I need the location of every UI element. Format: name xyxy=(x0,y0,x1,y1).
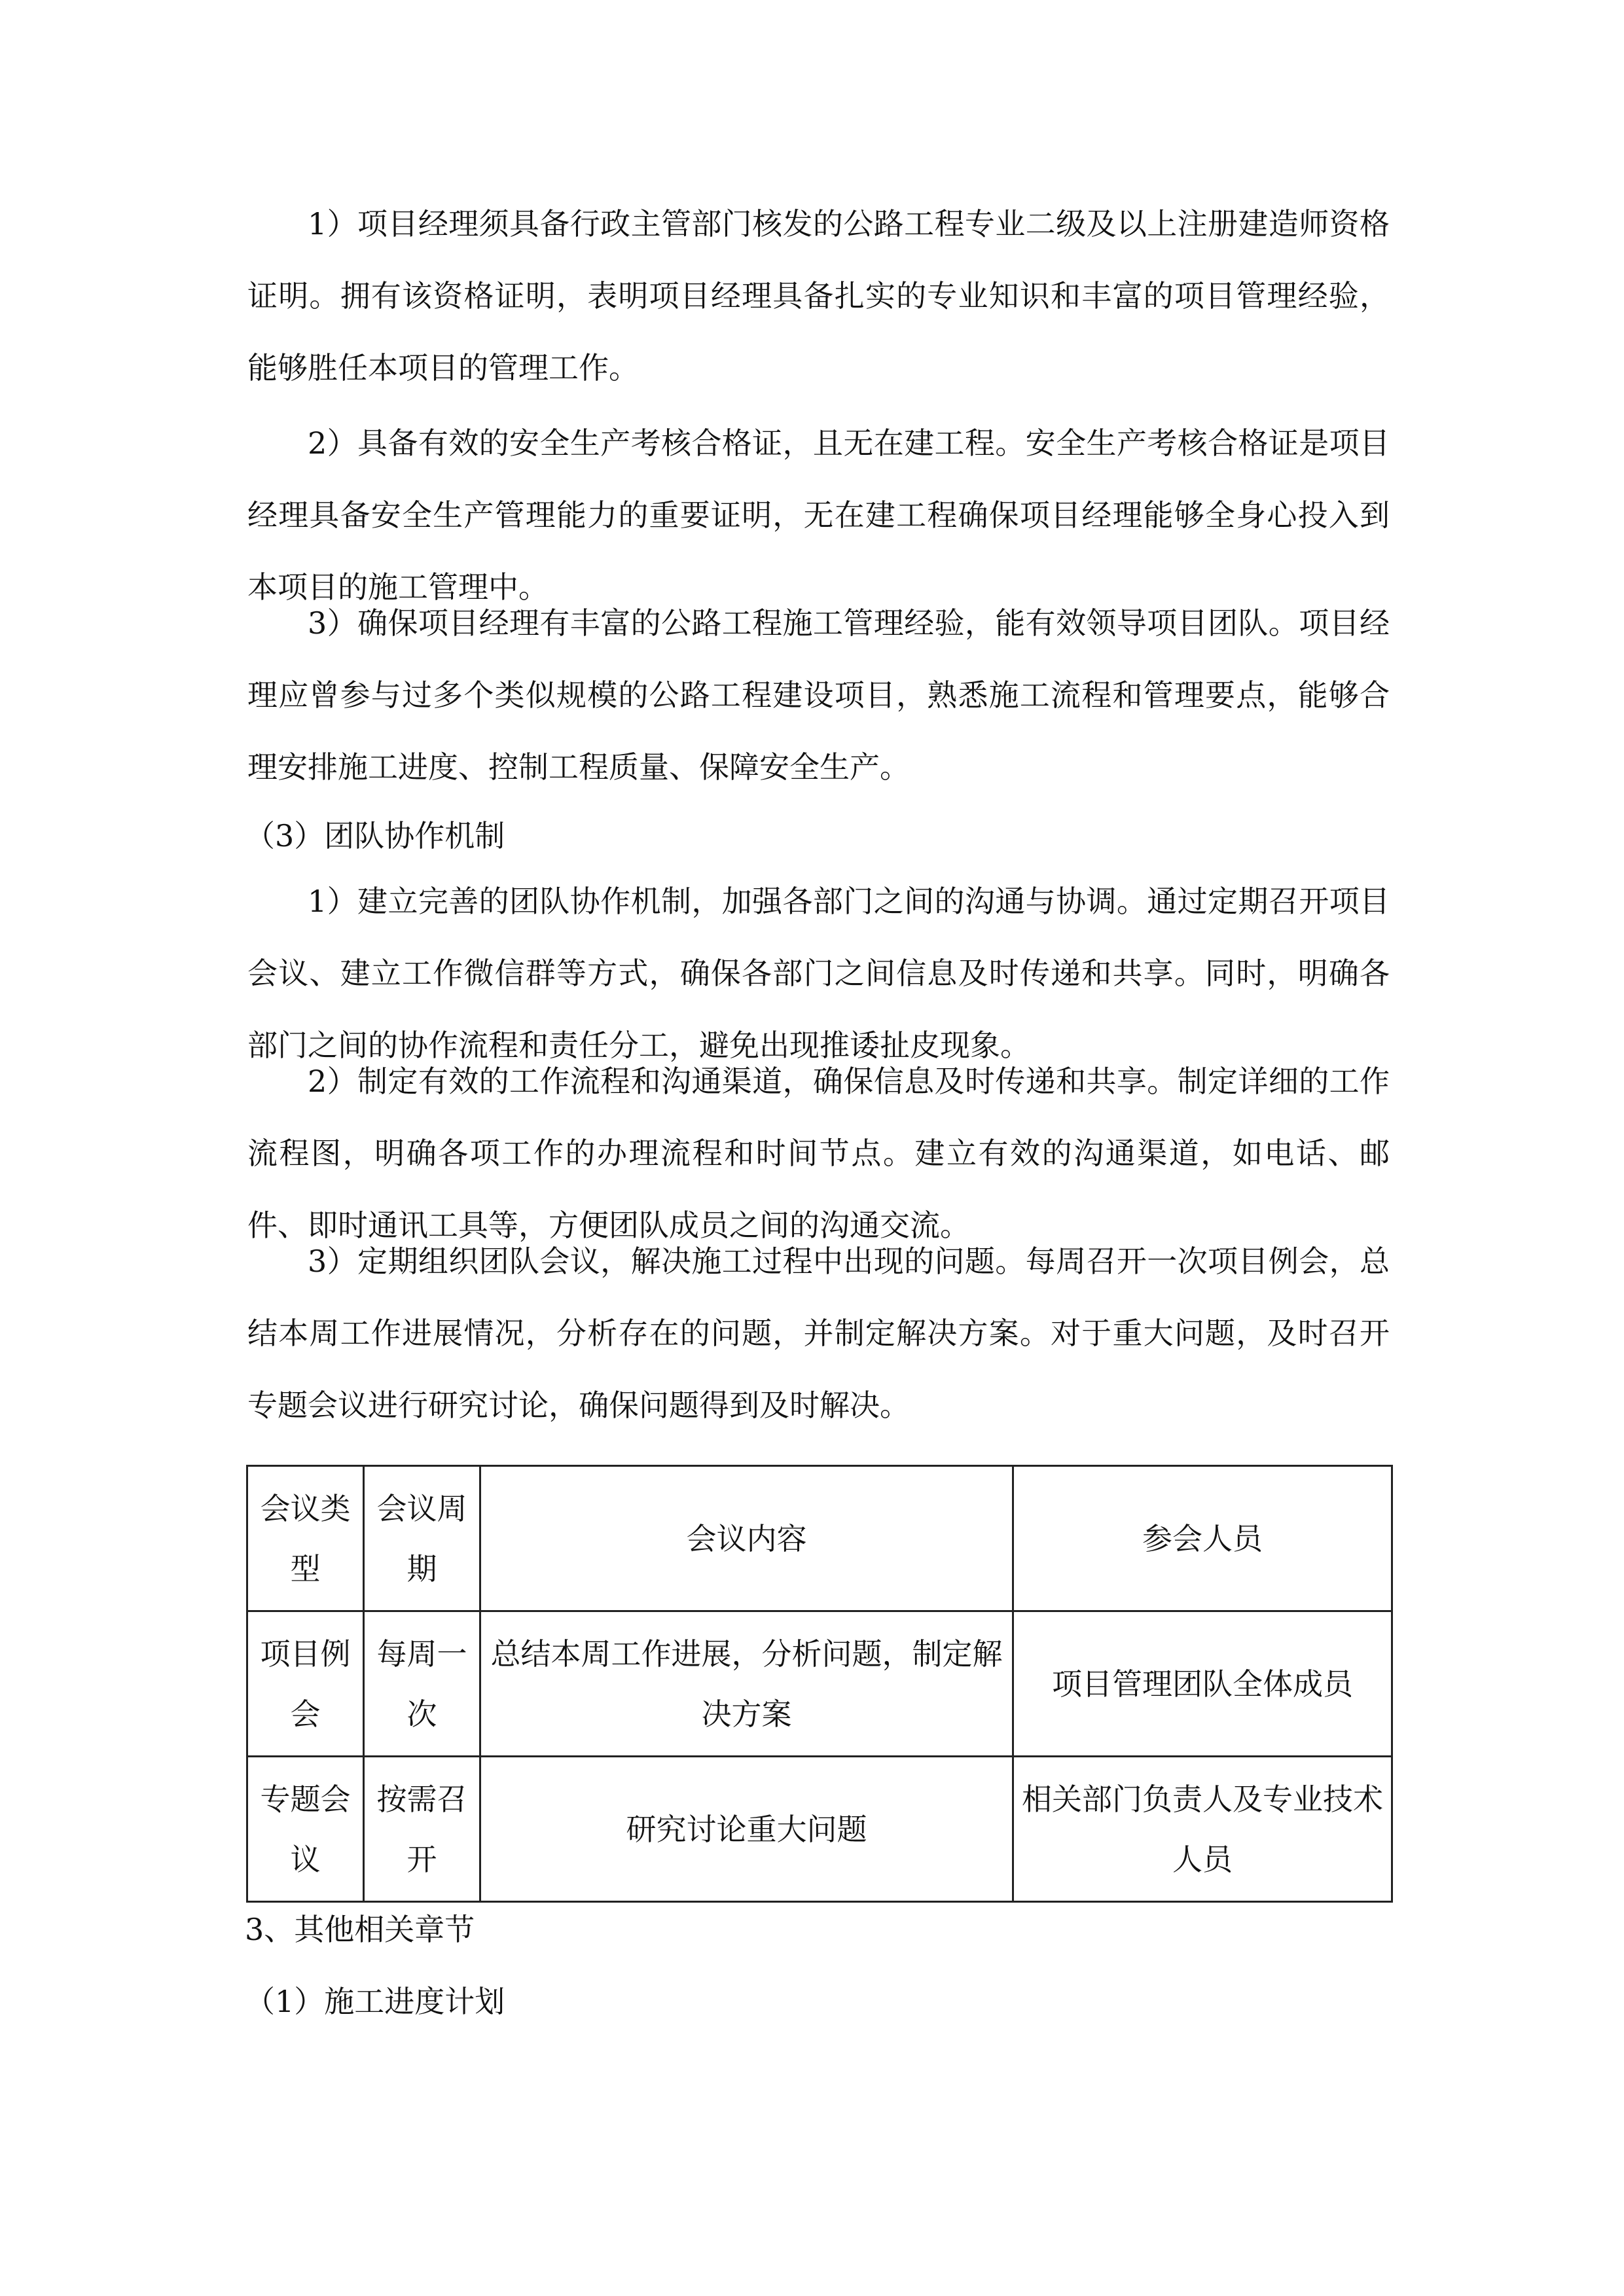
table-cell: 研究讨论重大问题 xyxy=(480,1757,1013,1902)
table-cell: 项目例会 xyxy=(247,1611,364,1757)
table-cell: 每周一次 xyxy=(364,1611,480,1757)
table-header-row xyxy=(247,1466,1392,1611)
paragraph-workflow-channels: 2）制定有效的工作流程和沟通渠道，确保信息及时传递和共享。制定详细的工作流程图，明确各项工作的办理流程和时间节点。建立有效的沟通渠道，如电话、邮件、即时通讯工具等，方便团队成员之间的沟通交流。 xyxy=(247,1064,1390,1243)
table-cell: 按需召开 xyxy=(364,1757,480,1902)
meeting-table xyxy=(246,1465,1393,1903)
heading-other-sections: 3、其他相关章节 xyxy=(245,1912,475,1947)
table-cell: 项目管理团队全体成员 xyxy=(1013,1611,1392,1757)
table-row xyxy=(247,1757,1392,1902)
header-cell-attendees: 参会人员 xyxy=(1013,1466,1392,1611)
paragraph-collaboration-mechanism: 1）建立完善的团队协作机制，加强各部门之间的沟通与协调。通过定期召开项目会议、建立工作微信群等方式，确保各部门之间信息及时传递和共享。同时，明确各部门之间的协作流程和责任分工，避免出现推诿扯皮现象。 xyxy=(247,884,1390,1063)
paragraph-pm-qualification: 1）项目经理须具备行政主管部门核发的公路工程专业二级及以上注册建造师资格证明。拥有该资格证明，表明项目经理具备扎实的专业知识和丰富的项目管理经验，能够胜任本项目的管理工作。 xyxy=(247,206,1390,386)
heading-construction-schedule: （1）施工进度计划 xyxy=(245,1984,505,2019)
paragraph-team-meetings: 3）定期组织团队会议，解决施工过程中出现的问题。每周召开一次项目例会，总结本周工作进展情况，分析存在的问题，并制定解决方案。对于重大问题，及时召开专题会议进行研究讨论，确保问题得到及时解决。 xyxy=(247,1244,1390,1423)
header-cell-meeting-content: 会议内容 xyxy=(480,1466,1013,1611)
table-cell: 总结本周工作进展，分析问题，制定解决方案 xyxy=(480,1611,1013,1757)
heading-team-collaboration: （3）团队协作机制 xyxy=(245,818,505,853)
header-cell-meeting-type: 会议类型 xyxy=(247,1466,364,1611)
paragraph-pm-experience: 3）确保项目经理有丰富的公路工程施工管理经验，能有效领导项目团队。项目经理应曾参与过多个类似规模的公路工程建设项目，熟悉施工流程和管理要点，能够合理安排施工进度、控制工程质量、保障安全生产。 xyxy=(247,605,1390,785)
table-row xyxy=(247,1611,1392,1757)
table-cell: 相关部门负责人及专业技术人员 xyxy=(1013,1757,1392,1902)
paragraph-safety-certificate: 2）具备有效的安全生产考核合格证，且无在建工程。安全生产考核合格证是项目经理具备安全生产管理能力的重要证明，无在建工程确保项目经理能够全身心投入到本项目的施工管理中。 xyxy=(247,425,1390,605)
header-cell-meeting-cycle: 会议周期 xyxy=(364,1466,480,1611)
table-cell: 专题会议 xyxy=(247,1757,364,1902)
